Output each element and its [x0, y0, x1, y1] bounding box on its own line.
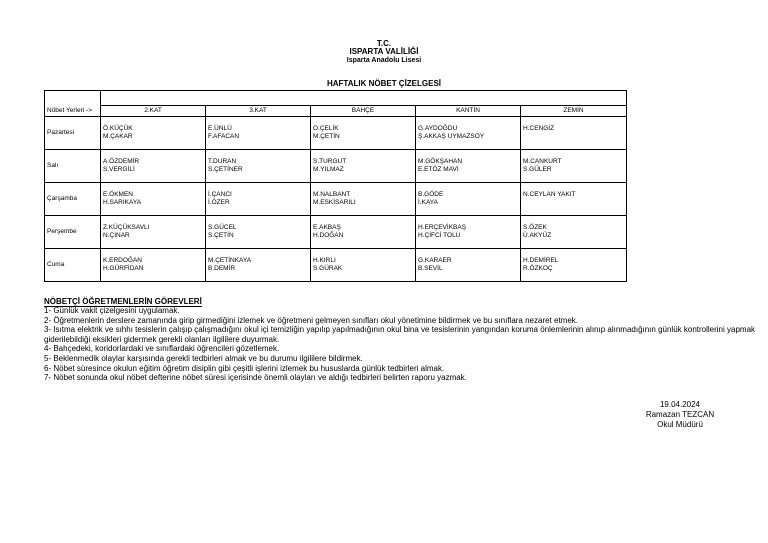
day-rows: [45, 117, 627, 282]
teacher-name: S.GÜCEL: [208, 224, 237, 231]
header-tc: T.C.: [376, 39, 392, 48]
duty-cell: [521, 216, 627, 249]
duty-cell: [521, 249, 627, 282]
teacher-name: S.ÖZEK: [523, 224, 547, 231]
duty-cell: [311, 117, 416, 150]
teacher-name: S.VERGİLİ: [103, 166, 135, 173]
teacher-name: İ.ÖZER: [208, 199, 230, 206]
teacher-name: H.CENGİZ: [523, 125, 555, 132]
duty-cell: [101, 117, 206, 150]
location-bahce: BAHÇE: [311, 106, 416, 117]
teacher-name: S.ÇETİNER: [208, 166, 243, 173]
location-3kat: 3.KAT: [206, 106, 311, 117]
signature-date: 19.04.2024: [659, 400, 701, 409]
teacher-name: E.ÖKMEN: [103, 191, 133, 198]
teacher-name: E.ÜNLÜ: [208, 125, 232, 132]
teacher-name: Ü.AKYÜZ: [523, 232, 552, 239]
teacher-name: B.DEMİR: [208, 265, 236, 272]
table-row-blank: [45, 91, 627, 106]
teacher-name: M.ÇETİN: [313, 133, 340, 140]
teacher-name: E.ETÖZ MAVİ: [418, 166, 459, 173]
teacher-name: [523, 133, 626, 141]
teacher-name: G.AYDOĞDU: [418, 125, 458, 132]
duty-schedule-table: [44, 90, 627, 282]
list-item: 1- Günlük vakit çizelgesini uygulamak.: [44, 306, 180, 315]
table-row: [45, 216, 627, 249]
teacher-name: R.ÖZKOÇ: [523, 265, 553, 272]
header-governorship: ISPARTA VALİLİĞİ: [349, 47, 419, 56]
teacher-name: S.GÜRAK: [313, 265, 343, 272]
teacher-name: B.SEVİL: [418, 265, 443, 272]
teacher-name: A.ÖZDEMİR: [103, 158, 140, 165]
location-zemin: ZEMİN: [521, 106, 627, 117]
duty-cell: [311, 150, 416, 183]
teacher-name: H.GÜRFİDAN: [103, 265, 144, 272]
teacher-name: T.DURAN: [208, 158, 237, 165]
teacher-name: H.SARIKAYA: [103, 199, 142, 206]
duty-cell: [416, 183, 521, 216]
duty-cell: [521, 117, 627, 150]
teacher-name: O.ÇELİK: [313, 125, 339, 132]
teacher-name: H.DEMİREL: [523, 257, 559, 264]
teacher-name: E.AKBAŞ: [313, 224, 341, 231]
teacher-name: F.AFACAN: [208, 133, 240, 140]
teacher-name: M.CANKURT: [523, 158, 562, 165]
list-item: 6- Nöbet süresince okulun eğitim öğretim disiplin gibi çeşitli işlerini izlemek bu hususlarda günlük tedbirleri almak.: [44, 363, 445, 373]
teacher-name: M.ÇETİNKAYA: [208, 257, 252, 264]
duty-cell: [101, 150, 206, 183]
duty-cell: [416, 249, 521, 282]
header-school-name: Isparta Anadolu Lisesi: [346, 57, 422, 64]
list-item: 7- Nöbet sonunda okul nöbet defterine nöbet süresi içerisinde önemli olayları ve aldığı tedbirleri belirten raporu yazmak.: [44, 373, 467, 383]
blank-header-cell: [101, 91, 627, 106]
day-name: Salı: [45, 150, 101, 183]
teacher-name: H.ÇİFCİ TOLU: [418, 232, 461, 239]
day-name: Cuma: [45, 249, 101, 282]
list-item: 2- Öğretmenlerin derslere zamanında girip girmediğini izlemek ve öğretmeni gelmeyen sınıfları okul yönetimine bildirmek ve bu sınıflara nezaret etmek.: [44, 315, 579, 325]
location-2kat: 2.KAT: [101, 106, 206, 117]
teacher-name: S.TURGUT: [313, 158, 347, 165]
duty-cell: [416, 216, 521, 249]
duty-cell: [206, 249, 311, 282]
duties-list: [44, 306, 760, 383]
duty-cell: [206, 216, 311, 249]
teacher-name: Ş.AKKAŞ UYMAZSOY: [418, 133, 485, 140]
duty-cell: [206, 183, 311, 216]
teacher-name: N.CEYLAN YAKIT: [523, 191, 576, 198]
teacher-name: M.GÖKŞAHAN: [418, 158, 463, 165]
location-kantin: KANTİN: [416, 106, 521, 117]
teacher-name: Ö.KÜÇÜK: [103, 125, 133, 132]
duty-cell: [521, 150, 627, 183]
teacher-name: İ.KAYA: [418, 199, 438, 206]
teacher-name: S.ÇETİN: [208, 232, 234, 239]
teacher-name: M.ÇAKAR: [103, 133, 133, 140]
table-row: [45, 117, 627, 150]
teacher-name: [523, 199, 626, 207]
teacher-name: G.KARAER: [418, 257, 452, 264]
teacher-name: H.KIRLI: [313, 257, 336, 264]
teacher-name: B.GÖDE: [418, 191, 444, 198]
teacher-name: M.NALBANT: [313, 191, 351, 198]
list-item: 5- Beklenmedik olaylar karşısında gerekli tedbirleri almak ve bu durumu ilgililere bildirmek.: [44, 353, 363, 363]
duty-cell: [101, 249, 206, 282]
table-row: [45, 249, 627, 282]
row-label-locations: Nöbet Yerleri ->: [45, 91, 101, 117]
table-row: [45, 183, 627, 216]
teacher-name: M.ESKİSARILI: [313, 199, 356, 206]
duty-cell: [311, 249, 416, 282]
teacher-name: K.ERDOĞAN: [103, 257, 143, 264]
duty-cell: [101, 216, 206, 249]
teacher-name: S.GÜLER: [523, 166, 552, 173]
teacher-name: M.YILMAZ: [313, 166, 344, 173]
signature-name: Ramazan TEZCAN: [645, 410, 715, 419]
day-name: Pazartesi: [45, 117, 101, 150]
list-item: 3- Isıtma elektrik ve sıhhı tesislerin çalışıp çalışmadığını okul içi temizliğin yapılıp yapılmadığının okul bina ve tesislerinin yangından koruma önlemlerinin alınıp alınmadığının günlük kontrollerini yapmak giderilebildiği eksikleri gidermek gerekli olanları ilgililere duyurmak.: [44, 325, 756, 344]
duty-cell: [416, 117, 521, 150]
duty-cell: [521, 183, 627, 216]
schedule-title: HAFTALIK NÖBET ÇİZELGESİ: [326, 79, 442, 88]
duty-cell: [311, 216, 416, 249]
teacher-name: H.DOĞAN: [313, 232, 344, 239]
duty-cell: [101, 183, 206, 216]
day-name: Çarşamba: [45, 183, 101, 216]
duties-title: NÖBETÇİ ÖĞRETMENLERİN GÖREVLERİ: [44, 297, 202, 306]
teacher-name: H.ERÇEVİKBAŞ: [418, 224, 467, 231]
teacher-name: İ.ÇANCI: [208, 191, 232, 198]
teacher-name: Z.KÜÇÜKSAVLI: [103, 224, 150, 231]
duty-cell: [206, 117, 311, 150]
teacher-name: N.ÇINAR: [103, 232, 130, 239]
duty-cell: [206, 150, 311, 183]
list-item: 4- Bahçedeki, koridorlardaki ve sınıflardaki öğrencileri gözetlemek.: [44, 344, 280, 354]
day-name: Perşembe: [45, 216, 101, 249]
duty-cell: [311, 183, 416, 216]
signature-title: Okul Müdürü: [657, 420, 703, 429]
table-row: [45, 150, 627, 183]
table-row-locations: [45, 106, 627, 117]
duty-cell: [416, 150, 521, 183]
